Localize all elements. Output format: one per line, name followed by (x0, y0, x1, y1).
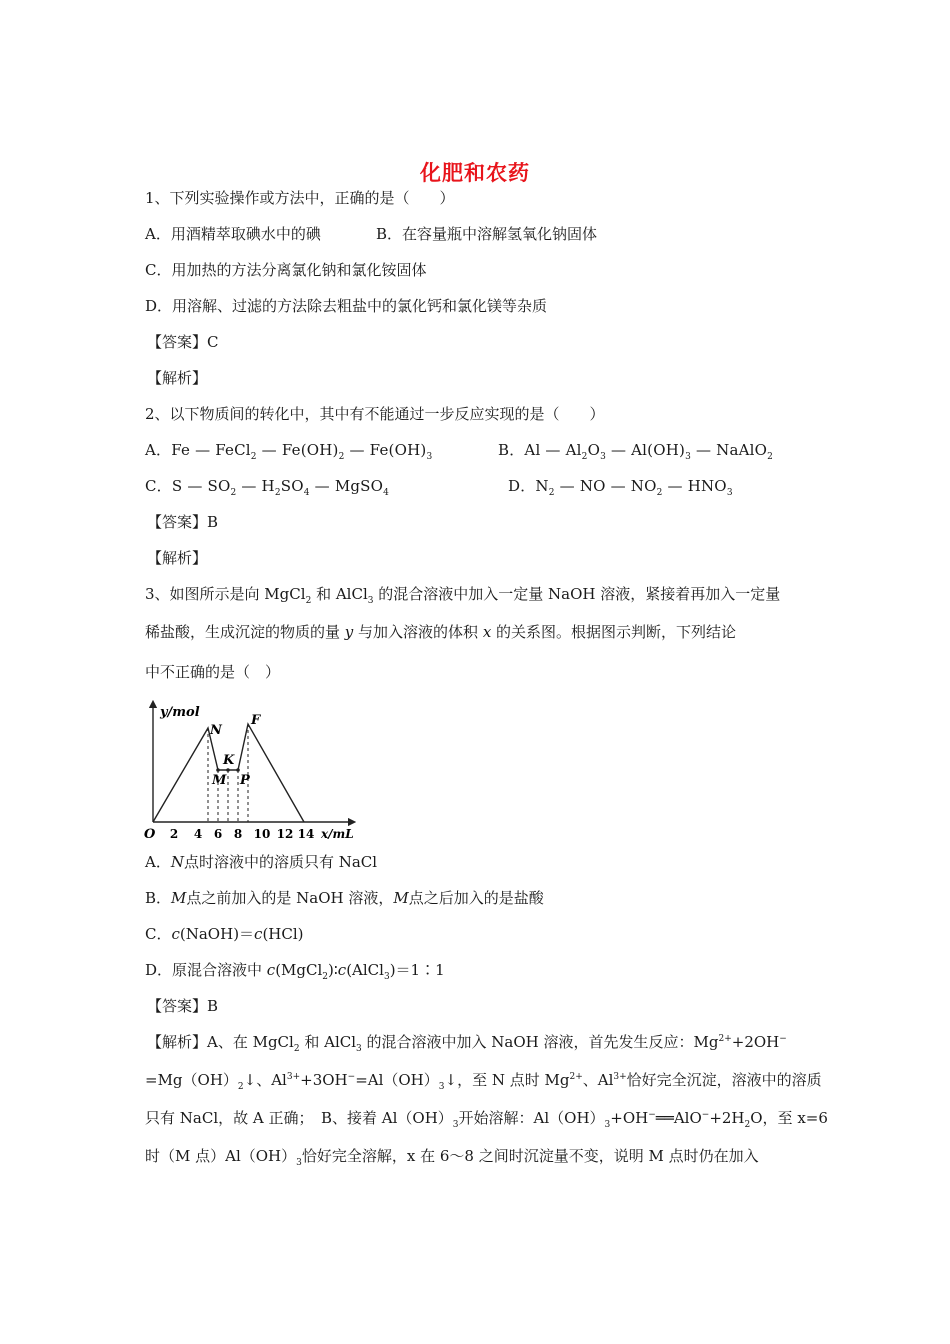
q1-option-c: C．用加热的方法分离氯化钠和氯化铵固体 (145, 261, 427, 279)
svg-text:12: 12 (276, 827, 294, 841)
q3-option-c: C．c(NaOH)＝c(HCl) (145, 925, 304, 943)
svg-text:2: 2 (169, 827, 179, 841)
q3-answer: 【答案】B (147, 997, 219, 1015)
q3-stem-line-2: 稀盐酸，生成沉淀的物质的量 y 与加入溶液的体积 x 的关系图。根据图示判断，下列结论 (145, 623, 737, 641)
q1-stem: 1、下列实验操作或方法中，正确的是（ ） (145, 189, 455, 207)
svg-text:4: 4 (193, 827, 203, 841)
q3-analysis-line-4: 时（M 点）$Al(OH)_3$恰好完全溶解，x 在 6～8 之间时沉淀量不变，说明 M 点时仍在加入 (145, 1147, 759, 1168)
precipitate-graph (140, 698, 360, 842)
q2-option-b: B．Al — $Al_2O_3$ — $Al(OH)_3$ — NaAlO$_2$ (498, 441, 774, 462)
q3-option-d: D．原混合溶液中 c(MgCl$_2$)∶c(AlCl$_3$)＝1∶1 (145, 961, 445, 982)
q3-option-a: A．N点时溶液中的溶质只有 NaCl (145, 853, 378, 871)
q1-option-a: A．用酒精萃取碘水中的碘 (145, 225, 321, 243)
svg-text:10: 10 (253, 827, 271, 841)
y-axis-label: y/mol (160, 705, 200, 720)
q3-analysis-line-3: 只有 NaCl，故 A 正确； B、接着 $Al(OH)_3$开始溶解：$Al(OH)_3+OH^-══AlO^-+2H_2O$，至 x=6 (145, 1109, 828, 1130)
q3-analysis-line-2: $=Mg(OH)_2↓$、$Al^{3+}+3OH^-=Al(OH)_3↓$，至 N 点时 $Mg^{2+}$、$Al^{3+}$恰好完全沉淀，溶液中的溶质 (145, 1071, 822, 1092)
q2-analysis: 【解析】 (147, 549, 208, 567)
label-n: N (210, 723, 222, 738)
q1-option-d: D．用溶解、过滤的方法除去粗盐中的氯化钙和氯化镁等杂质 (145, 297, 548, 315)
label-f: F (251, 713, 261, 728)
q1-analysis: 【解析】 (147, 369, 208, 387)
label-k: K (223, 753, 235, 768)
q2-option-c: C．S — $SO_2$ — $H_2SO_4$ — MgSO$_4$ (145, 477, 390, 498)
q2-option-d: D．$N_2$ — NO — $NO_2$ — $HNO_3$ (508, 477, 733, 498)
q2-answer: 【答案】B (147, 513, 219, 531)
q3-stem-line-1: 3、如图所示是向 MgCl$_2$ 和 AlCl$_3$ 的混合溶液中加入一定量 NaOH 溶液，紧接着再加入一定量 (145, 585, 781, 606)
label-m: M (212, 773, 227, 788)
page-title: 化肥和农药 (420, 161, 530, 185)
svg-text:6: 6 (213, 827, 223, 841)
q1-option-b: B．在容量瓶中溶解氢氧化钠固体 (376, 225, 598, 243)
q3-analysis-line-1: 【解析】A、在 MgCl$_2$ 和 AlCl$_3$ 的混合溶液中加入 NaOH 溶液，首先发生反应：$Mg^{2+}+2OH^-$ (147, 1033, 787, 1054)
svg-text:14: 14 (297, 827, 315, 841)
origin-label: O (144, 827, 156, 842)
x-tick-labels (170, 827, 315, 841)
x-axis-label: x/mL (321, 827, 354, 841)
point-k (226, 768, 230, 772)
q3-stem-line-3: 中不正确的是（ ） (145, 663, 281, 681)
label-p: P (240, 773, 250, 788)
svg-text:8: 8 (233, 827, 243, 841)
point-p (236, 768, 240, 772)
q2-option-a: A．Fe — FeCl$_2$ — $Fe(OH)_2$ — $Fe(OH)_3$ (145, 441, 433, 462)
q2-stem: 2、以下物质间的转化中，其中有不能通过一步反应实现的是（ ） (145, 405, 605, 423)
point-m (216, 768, 220, 772)
q3-option-b: B．M点之前加入的是 NaOH 溶液，M点之后加入的是盐酸 (145, 889, 544, 907)
q1-answer: 【答案】C (147, 333, 219, 351)
